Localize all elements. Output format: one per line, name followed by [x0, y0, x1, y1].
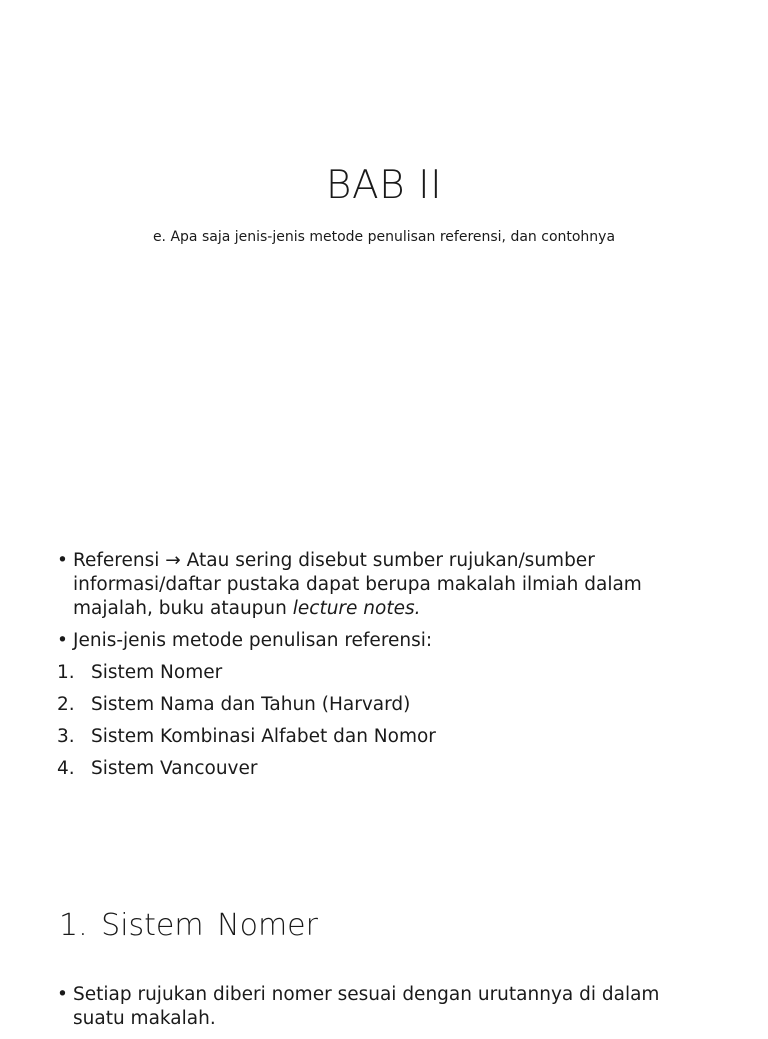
numbered-text: Sistem Vancouver — [91, 758, 258, 779]
bullet-text: Jenis-jenis metode penulisan referensi: — [73, 630, 433, 651]
bullet-text-italic: lecture notes. — [292, 598, 421, 619]
number-marker: 3. — [57, 726, 75, 747]
title-slide — [0, 0, 768, 512]
numbered-item-3 — [57, 725, 697, 749]
bullet-text: Setiap rujukan diberi nomer sesuai dengan urutannya di dalam suatu makalah. — [73, 984, 660, 1029]
arrow-icon: → — [165, 550, 181, 571]
numbered-item-2 — [57, 693, 697, 717]
bullet-list — [57, 983, 697, 1039]
numbered-text: Sistem Kombinasi Alfabet dan Nomor — [91, 726, 436, 747]
slide-subtitle: e. Apa saja jenis-jenis metode penulisan referensi, dan contohnya — [152, 229, 616, 245]
bullet-marker: • — [57, 984, 68, 1005]
content-slide-sistem-nomer — [0, 843, 768, 1029]
slide-title: BAB II — [325, 163, 443, 208]
number-marker: 2. — [57, 694, 75, 715]
numbered-text: Sistem Nomer — [91, 662, 223, 683]
list-item-jenis — [57, 629, 697, 653]
number-marker: 1. — [57, 662, 75, 683]
numbered-item-4 — [57, 757, 697, 781]
number-marker: 4. — [57, 758, 75, 779]
bullet-text-lead: Referensi — [73, 550, 166, 571]
slide-heading: 1. Sistem Nomer — [59, 908, 318, 943]
numbered-text: Sistem Nama dan Tahun (Harvard) — [91, 694, 411, 715]
content-slide-referensi — [0, 512, 768, 843]
numbered-item-1 — [57, 661, 697, 685]
list-item-referensi — [57, 549, 697, 621]
bullet-list — [57, 549, 697, 789]
bullet-marker: • — [57, 550, 68, 571]
bullet-marker: • — [57, 630, 68, 651]
bullet-text-body: Atau sering disebut sumber rujukan/sumber informasi/daftar pustaka dapat berupa makalah ilmiah dalam majalah, buku ataupun — [73, 550, 642, 619]
